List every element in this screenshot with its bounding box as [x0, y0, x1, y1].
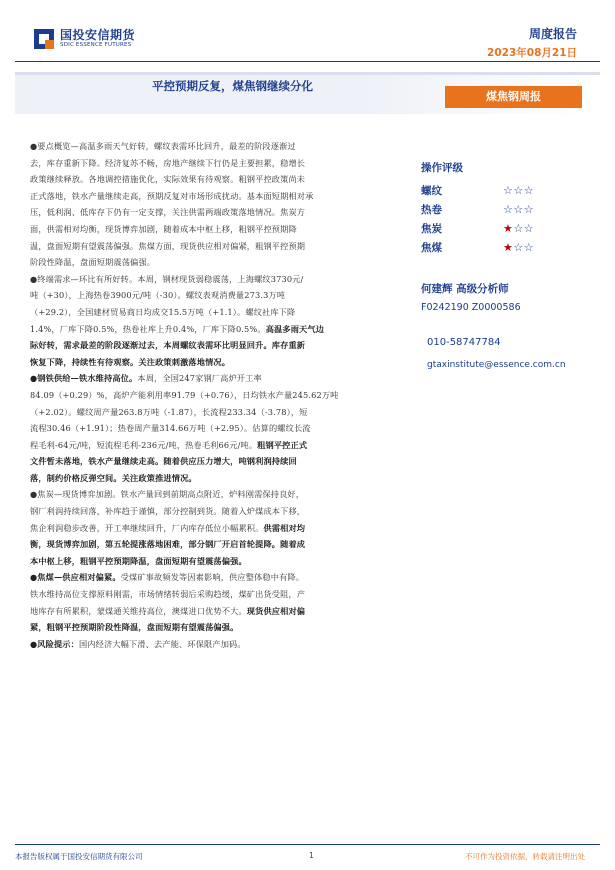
body-text: 程毛利-64元/吨，短流程毛利-236元/吨，热卷毛利66元/吨。	[30, 439, 258, 450]
analyst-name: 何建辉 高级分析师	[421, 283, 509, 295]
paragraph	[30, 569, 380, 635]
bold-text: 高温多雨天气边	[265, 323, 325, 334]
report-tag: 煤焦钢周报	[445, 86, 582, 108]
contact-phone: 010-58747784	[427, 337, 501, 348]
body-text: 流程30.46（+1.91）；热卷周产量314.66万吨（+2.95）。估算的螺纹长流	[30, 423, 311, 434]
text-line	[30, 404, 380, 421]
body-text: 面，供需相对均衡，现货博弈加剧，随着成本中枢上移，粗钢平控预期降	[30, 223, 297, 234]
text-line	[30, 619, 380, 636]
text-line	[30, 221, 380, 238]
rating-list	[421, 181, 611, 257]
text-line	[30, 304, 380, 321]
body-text: 84.09（+0.29）%，高炉产能利用率91.79（+0.76），日均铁水产量245.62万吨	[30, 389, 339, 400]
text-line	[30, 238, 380, 255]
bold-text: 本中枢上移，粗钢平控预期降温，盘面短期有望震荡偏强。	[30, 555, 247, 566]
body-text: 政策继续释放。各地调控措施优化，实际效果有待观察。粗钢平控政策尚未	[30, 174, 306, 185]
rating-panel	[421, 160, 611, 257]
rating-stars	[503, 184, 534, 197]
footer-copyright: 本报告版权属于国投安信期货有限公司	[15, 852, 143, 861]
text-line	[30, 437, 380, 454]
body-text: ●焦炭—现货博弈加剧。铁水产量回到前期高点附近，炉料刚需保持良好，	[30, 489, 305, 500]
text-line	[30, 453, 380, 470]
bold-text: 供需相对均	[263, 522, 306, 533]
text-line	[30, 603, 380, 620]
star-filled-icon: ★	[503, 222, 514, 235]
body-text: 阶段性降温，盘面短期震荡偏强。	[30, 257, 156, 268]
bold-text: 文件暂未落地，铁水产量继续走高。随着供应压力增大，吨钢利润持续回	[30, 456, 297, 467]
text-line	[30, 138, 380, 155]
paragraph	[30, 138, 380, 271]
body-text: 焦企利润稳步改善，开工率继续回升，厂内库存低位小幅累积。	[30, 522, 264, 533]
bold-text: 紧，粗钢平控预期阶段性降温，盘面短期有望震荡偏强。	[30, 622, 239, 633]
bold-text: 衡，现货博弈加剧，第五轮提涨落地困难，部分钢厂开启首轮提降。随着成	[30, 539, 306, 550]
star-empty-icon: ☆	[513, 241, 524, 254]
rating-name: 焦炭	[421, 223, 442, 235]
report-body	[30, 138, 380, 652]
body-text: 地库存有所累积，蒙煤通关维持高位，澳煤进口优势不大。	[30, 605, 247, 616]
star-empty-icon: ☆	[523, 184, 535, 197]
logo-name-cn: 国投安信期货	[60, 28, 136, 43]
bold-text: 际好转，需求最差的阶段逐渐过去，本周螺纹表需环比明显回升。库存重新	[30, 340, 306, 351]
text-line	[30, 569, 380, 586]
text-line	[30, 354, 380, 371]
rating-name: 焦煤	[421, 242, 442, 254]
body-text: 吨（+30），上海热卷3900元/吨（-30）。螺纹表观消费量273.3万吨	[30, 290, 286, 301]
body-text: ●终端需求—环比有所好转。本周，钢材现货弱稳震荡，上海螺纹3730元/	[30, 273, 304, 284]
text-line	[30, 553, 380, 570]
footer-disclaimer: 不可作为投资依据，转载请注明出处	[465, 852, 585, 861]
body-text: 温，盘面短期有望震荡偏强。焦煤方面，现货供应相对偏紧，粗钢平控预期	[30, 240, 306, 251]
body-text: 压，低利润、低库存下仍有一定支撑，关注供需两端政策落地情况。焦炭方	[30, 207, 306, 218]
paragraph	[30, 271, 380, 371]
text-line	[30, 486, 380, 503]
analyst-cert: F0242190 Z0000586	[421, 302, 521, 313]
bold-text: 恢复下降，持续性有待观察。关注政策刺激落地情况。	[30, 356, 231, 367]
report-type: 周度报告	[528, 27, 577, 41]
text-line	[30, 586, 380, 603]
body-text: 铁水维持高位支撑原料刚需，市场情绪转弱后采购趋缓，煤矿出货受阻，产	[30, 589, 306, 600]
star-filled-icon: ★	[503, 241, 514, 254]
body-text: ●要点概览—高温多雨天气好转，螺纹表需环比回升，最差的阶段逐渐过	[30, 141, 296, 151]
rating-stars	[503, 241, 534, 254]
text-line	[30, 536, 380, 553]
body-text: 国内经济大幅下滑、去产能、环保限产加码。	[78, 638, 246, 649]
text-line	[30, 271, 380, 288]
body-text: （+29.2），全国建材贸易商日均成交15.5万吨（+1.1）。螺纹社库下降	[30, 306, 296, 317]
rating-title: 操作评级	[421, 162, 463, 174]
body-text: 受煤矿事故频发等因素影响，供应整体稳中有降。	[120, 572, 305, 583]
text-line	[30, 503, 380, 520]
page-number: 1	[309, 851, 314, 860]
star-empty-icon: ☆	[523, 241, 535, 254]
star-empty-icon: ☆	[513, 222, 524, 235]
body-text: （+2.02）。螺纹周产量263.8万吨（-1.87），长流程233.34（-3.78），短	[30, 406, 308, 417]
report-title: 平控预期反复，煤焦钢继续分化	[152, 79, 313, 93]
rating-row	[421, 181, 611, 200]
rating-name: 热卷	[421, 204, 442, 216]
bold-text: 现货供应相对偏	[246, 605, 306, 616]
contact-email[interactable]: gtaxinstitute@essence.com.cn	[427, 360, 566, 370]
rating-row	[421, 200, 611, 219]
bold-text: 落，制约价格反弹空间。关注政策推进情况。	[30, 472, 197, 483]
logo-mark-icon	[34, 29, 54, 49]
bold-text: ●焦煤—供应相对偏紧。	[30, 572, 121, 583]
text-line	[30, 470, 380, 487]
paragraph	[30, 370, 380, 486]
body-text: 正式落地，铁水产量继续走高，预期反复对市场形成扰动。基本面短期相对承	[30, 190, 314, 201]
text-line	[30, 420, 380, 437]
rating-row	[421, 219, 611, 238]
paragraph	[30, 486, 380, 569]
text-line	[30, 287, 380, 304]
company-logo	[34, 28, 194, 50]
text-line	[30, 636, 380, 653]
text-line	[30, 155, 380, 172]
body-text: 1.4%，厂库下降0.5%，热卷社库上升0.4%，厂库下降0.5%。	[30, 323, 266, 334]
logo-name-en: SDIC ESSENCE FUTURES	[60, 42, 132, 49]
text-line	[30, 171, 380, 188]
rating-stars	[503, 203, 534, 216]
star-empty-icon: ☆	[513, 203, 524, 216]
bold-text: 粗钢平控正式	[257, 439, 308, 450]
text-line	[30, 254, 380, 271]
header-divider	[15, 61, 600, 62]
bold-text: ●风险提示：	[30, 638, 79, 649]
text-line	[30, 370, 380, 387]
report-date: 2023年08月21日	[487, 47, 577, 59]
text-line	[30, 188, 380, 205]
bold-text: ●钢铁供给—铁水维持高位。	[30, 373, 138, 384]
rating-name: 螺纹	[421, 185, 442, 197]
text-line	[30, 387, 380, 404]
rating-stars	[503, 222, 534, 235]
text-line	[30, 520, 380, 537]
star-empty-icon: ☆	[523, 203, 535, 216]
star-empty-icon: ☆	[503, 203, 514, 216]
body-text: 本周，全国247家钢厂高炉开工率	[137, 373, 262, 384]
footer-divider	[15, 844, 600, 845]
star-empty-icon: ☆	[513, 184, 524, 197]
star-empty-icon: ☆	[503, 184, 514, 197]
text-line	[30, 321, 380, 338]
text-line	[30, 337, 380, 354]
body-text: 去，库存重新下降。经济复苏不畅，房地产继续下行仍是主要担累，稳增长	[30, 157, 306, 168]
text-line	[30, 204, 380, 221]
paragraph	[30, 636, 380, 653]
rating-row	[421, 238, 611, 257]
star-empty-icon: ☆	[523, 222, 535, 235]
body-text: 钢厂利润持续回落，补库趋于谨慎，部分控制到货。随着入炉煤成本下移，	[30, 506, 306, 517]
